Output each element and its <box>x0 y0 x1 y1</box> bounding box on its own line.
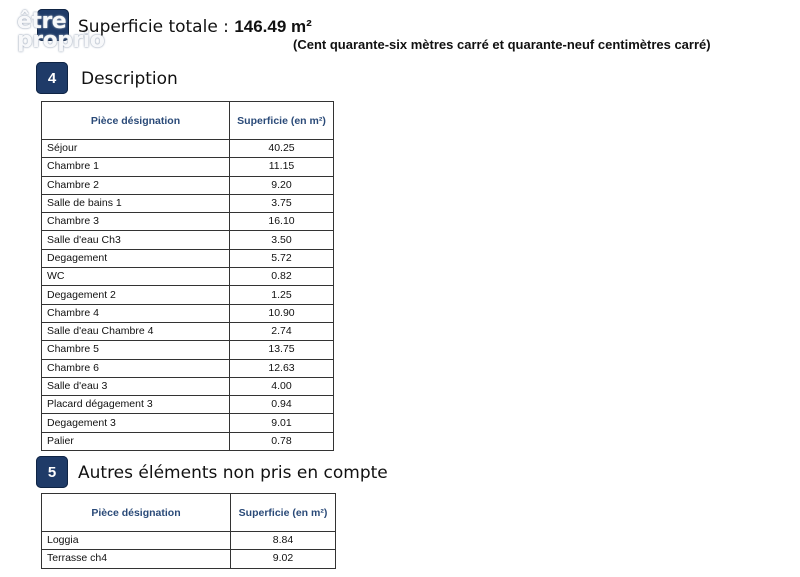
table-row <box>42 140 334 158</box>
section-3-badge <box>37 9 69 41</box>
area-value-cell: 3.50 <box>230 231 334 249</box>
area-value-cell: 5.72 <box>230 249 334 267</box>
room-name-cell: WC <box>42 268 230 286</box>
area-value-cell: 0.82 <box>230 268 334 286</box>
table-row <box>42 359 334 377</box>
area-value-cell: 9.20 <box>230 176 334 194</box>
area-value-cell: 0.78 <box>230 432 334 450</box>
description-table <box>41 101 334 451</box>
area-value-cell: 9.02 <box>231 550 336 568</box>
section-4-title: Description <box>81 69 178 89</box>
table-row <box>42 213 334 231</box>
total-area-label: Superficie totale : <box>78 17 235 37</box>
section-5-title: Autres éléments non pris en compte <box>78 463 388 483</box>
table-row <box>42 268 334 286</box>
table-row <box>42 550 336 568</box>
column-header-room: Pièce désignation <box>42 102 230 140</box>
room-name-cell: Salle d'eau Ch3 <box>42 231 230 249</box>
description-table-body <box>42 140 334 451</box>
room-name-cell: Chambre 6 <box>42 359 230 377</box>
table-row <box>42 286 334 304</box>
table-header-row <box>42 102 334 140</box>
watermark-line-2: proprio <box>17 28 105 53</box>
room-name-cell: Chambre 4 <box>42 304 230 322</box>
room-name-cell: Degagement 3 <box>42 414 230 432</box>
other-elements-table-body <box>42 532 336 569</box>
area-value-cell: 4.00 <box>230 377 334 395</box>
table-row <box>42 341 334 359</box>
area-value-cell: 11.15 <box>230 158 334 176</box>
total-area-value: 146.49 m² <box>234 17 312 36</box>
room-name-cell: Chambre 1 <box>42 158 230 176</box>
table-row <box>42 158 334 176</box>
room-name-cell: Salle d'eau Chambre 4 <box>42 322 230 340</box>
room-name-cell: Palier <box>42 432 230 450</box>
area-value-cell: 10.90 <box>230 304 334 322</box>
area-value-cell: 16.10 <box>230 213 334 231</box>
room-name-cell: Terrasse ch4 <box>42 550 231 568</box>
table-row <box>42 532 336 550</box>
area-value-cell: 9.01 <box>230 414 334 432</box>
room-name-cell: Chambre 5 <box>42 341 230 359</box>
area-value-cell: 2.74 <box>230 322 334 340</box>
table-row <box>42 249 334 267</box>
area-value-cell: 13.75 <box>230 341 334 359</box>
other-elements-table <box>41 493 336 569</box>
table-row <box>42 322 334 340</box>
room-name-cell: Séjour <box>42 140 230 158</box>
table-row <box>42 304 334 322</box>
area-value-cell: 3.75 <box>230 194 334 212</box>
area-value-cell: 1.25 <box>230 286 334 304</box>
table-row <box>42 377 334 395</box>
section-4-badge: 4 <box>36 62 68 94</box>
table-row <box>42 176 334 194</box>
room-name-cell: Loggia <box>42 532 231 550</box>
area-value-cell: 8.84 <box>231 532 336 550</box>
room-name-cell: Chambre 2 <box>42 176 230 194</box>
room-name-cell: Placard dégagement 3 <box>42 396 230 414</box>
area-value-cell: 12.63 <box>230 359 334 377</box>
table-row <box>42 396 334 414</box>
area-value-cell: 40.25 <box>230 140 334 158</box>
room-name-cell: Salle de bains 1 <box>42 194 230 212</box>
room-name-cell: Chambre 3 <box>42 213 230 231</box>
watermark-line-1: être <box>17 9 67 34</box>
total-area-in-words: (Cent quarante-six mètres carré et quarante-neuf centimètres carré) <box>293 37 711 52</box>
table-row <box>42 231 334 249</box>
table-row <box>42 432 334 450</box>
section-5-badge: 5 <box>36 456 68 488</box>
column-header-area: Superficie (en m²) <box>230 102 334 140</box>
column-header-room: Pièce désignation <box>42 494 231 532</box>
table-row <box>42 414 334 432</box>
table-row <box>42 194 334 212</box>
room-name-cell: Degagement 2 <box>42 286 230 304</box>
area-value-cell: 0.94 <box>230 396 334 414</box>
room-name-cell: Salle d'eau 3 <box>42 377 230 395</box>
column-header-area: Superficie (en m²) <box>231 494 336 532</box>
table-header-row <box>42 494 336 532</box>
room-name-cell: Degagement <box>42 249 230 267</box>
total-area-heading <box>78 17 312 37</box>
